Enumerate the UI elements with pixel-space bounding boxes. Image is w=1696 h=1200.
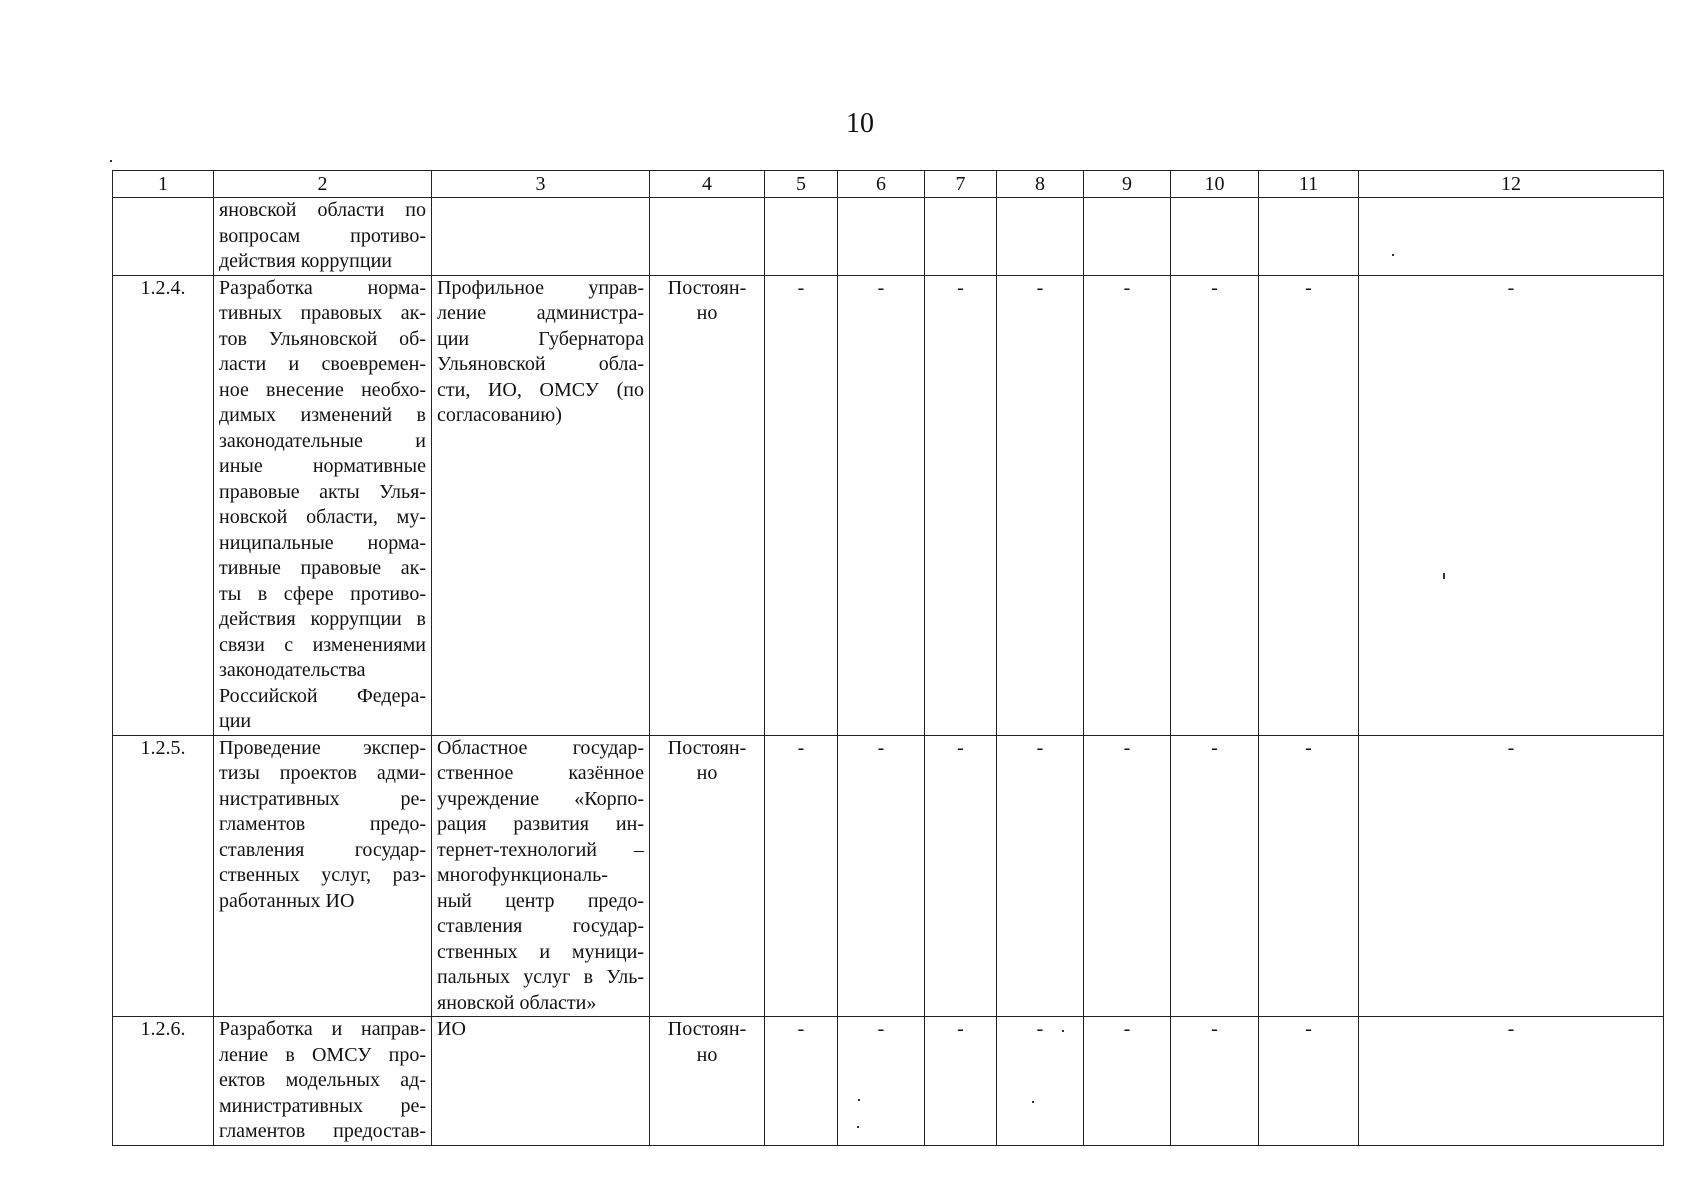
description-line: гламентов предостав- (219, 1120, 426, 1142)
description-line: ственных услуг, раз- (219, 864, 426, 886)
item-number-cell: 1.2.4. (113, 275, 214, 735)
executor-line: Областное государ- (437, 736, 644, 759)
column-header: 8 (997, 171, 1084, 198)
value-cell: - (925, 275, 997, 735)
executor-line: яновской области» (437, 991, 597, 1014)
table-row-continuation (113, 198, 1664, 276)
description-line: законодательные и (219, 429, 426, 452)
description-line: ции (219, 710, 252, 732)
description-line: ление в ОМСУ про- (219, 1043, 426, 1066)
executor-cell (432, 1017, 650, 1146)
description-cell (214, 275, 432, 735)
description-line: министративных ре- (219, 1094, 426, 1117)
term-text: Постоян- но (667, 1018, 747, 1066)
value-cell: - (1084, 735, 1171, 1017)
column-number-row (113, 171, 1664, 198)
description-line: Разработка и направ- (219, 1018, 426, 1040)
description-cell (214, 735, 432, 1017)
executor-cell (432, 275, 650, 735)
executor-line: Профильное управ- (437, 276, 644, 299)
executor-line: согласованию) (437, 404, 562, 426)
term-cell (650, 275, 765, 735)
executor-line: ИО (437, 1018, 466, 1040)
description-cell (214, 198, 432, 276)
value-cell: - (1171, 275, 1259, 735)
description-line: правовые акты Улья- (219, 480, 426, 503)
description-line: димых изменений в (219, 404, 426, 426)
term-cell (650, 735, 765, 1017)
description-line: иные нормативные (219, 455, 426, 477)
value-cell: - (838, 275, 925, 735)
description-line: работанных ИО (219, 889, 355, 912)
description-line: тивных правовых ак- (219, 302, 426, 324)
executor-line: рация развития ин- (437, 813, 644, 835)
description-line: тизы проектов адми- (219, 762, 426, 784)
column-header: 6 (838, 171, 925, 198)
value-cell (925, 198, 997, 276)
executor-line: многофункциональ- (437, 864, 608, 886)
column-header: 9 (1084, 171, 1171, 198)
value-cell: - (925, 1017, 997, 1146)
executor-line: ции Губернатора (437, 327, 644, 350)
value-cell: - (765, 735, 838, 1017)
column-header: 7 (925, 171, 997, 198)
value-cell (1259, 198, 1359, 276)
term-cell (650, 1017, 765, 1146)
value-cell: - (997, 1017, 1084, 1146)
executor-line: пальных услуг в Уль- (437, 966, 644, 988)
table-row (113, 275, 1664, 735)
column-header: 1 (113, 171, 214, 198)
value-cell: - (1084, 275, 1171, 735)
description-line: ниципальные норма- (219, 531, 426, 554)
column-header: 3 (432, 171, 650, 198)
description-line: вопросам противо- (219, 224, 426, 247)
value-cell: - (1259, 1017, 1359, 1146)
value-cell: - (1359, 1017, 1664, 1146)
value-cell: - (1259, 275, 1359, 735)
value-cell: - (838, 1017, 925, 1146)
executor-line: ставления государ- (437, 915, 644, 937)
value-cell: - (1259, 735, 1359, 1017)
anticorruption-plan-table (112, 170, 1664, 1146)
item-number-cell: 1.2.5. (113, 735, 214, 1017)
description-line: яновской области по (219, 199, 426, 221)
executor-line: тернет-технологий – (437, 838, 644, 861)
description-line: ласти и своевремен- (219, 353, 426, 375)
description-line: ектов модельных ад- (219, 1069, 426, 1091)
value-cell: - (765, 1017, 838, 1146)
description-line: ты в сфере противо- (219, 582, 426, 605)
value-cell (1171, 198, 1259, 276)
value-cell (1084, 198, 1171, 276)
description-cell (214, 1017, 432, 1146)
description-line: действия коррупции в (219, 608, 426, 630)
value-cell: - (997, 735, 1084, 1017)
executor-line: ление администра- (437, 302, 644, 324)
value-cell: - (925, 735, 997, 1017)
executor-line: ственных и муници- (437, 940, 644, 963)
executor-line: сти, ИО, ОМСУ (по (437, 378, 644, 401)
column-header: 2 (214, 171, 432, 198)
description-line: тивные правовые ак- (219, 557, 426, 579)
description-line: гламентов предо- (219, 813, 426, 835)
table-row (113, 1017, 1664, 1146)
description-line: тов Ульяновской об- (219, 327, 426, 350)
description-line: ное внесение необхо- (219, 378, 426, 401)
scan-speck (110, 160, 112, 162)
item-number-cell (113, 198, 214, 276)
item-number-cell: 1.2.6. (113, 1017, 214, 1146)
executor-line: учреждение «Корпо- (437, 787, 644, 810)
executor-cell (432, 198, 650, 276)
description-line: действия коррупции (219, 250, 392, 272)
description-line: связи с изменениями (219, 633, 426, 656)
value-cell (1359, 198, 1664, 276)
value-cell: - (838, 735, 925, 1017)
column-header: 11 (1259, 171, 1359, 198)
value-cell (838, 198, 925, 276)
value-cell: - (1171, 1017, 1259, 1146)
value-cell (997, 198, 1084, 276)
description-line: законодательства (219, 659, 366, 681)
executor-line: Ульяновской обла- (437, 353, 644, 375)
description-line: новской области, му- (219, 506, 426, 528)
description-line: Проведение экспер- (219, 736, 426, 759)
term-text: Постоян- но (667, 276, 747, 324)
value-cell: - (1359, 735, 1664, 1017)
value-cell (765, 198, 838, 276)
executor-cell (432, 735, 650, 1017)
description-line: Разработка норма- (219, 276, 426, 299)
table-row (113, 735, 1664, 1017)
description-line: Российской Федера- (219, 684, 426, 707)
executor-line: ный центр предо- (437, 889, 644, 912)
term-cell (650, 198, 765, 276)
value-cell: - (1171, 735, 1259, 1017)
page-number: 10 (846, 108, 874, 139)
value-cell: - (765, 275, 838, 735)
description-line: нистративных ре- (219, 787, 426, 810)
column-header: 12 (1359, 171, 1664, 198)
column-header: 10 (1171, 171, 1259, 198)
executor-line: ственное казённое (437, 762, 644, 784)
value-cell: - (1359, 275, 1664, 735)
description-line: ставления государ- (219, 838, 426, 861)
value-cell: - (997, 275, 1084, 735)
value-cell: - (1084, 1017, 1171, 1146)
column-header: 4 (650, 171, 765, 198)
term-text: Постоян- но (667, 736, 747, 784)
column-header: 5 (765, 171, 838, 198)
